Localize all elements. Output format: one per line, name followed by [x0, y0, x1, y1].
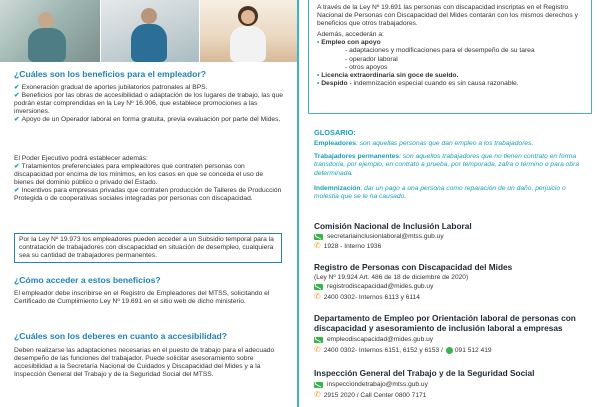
org-phone: ✆ 2400 0302- Internos 6113 y 6114	[314, 292, 420, 301]
org-email: registrodiscapacidad@mides.gub.uy	[314, 283, 433, 290]
check-icon: ✔	[14, 187, 20, 195]
mail-icon	[314, 337, 323, 343]
org-phone: ✆ 2915 2020 / Call Center 0800 7171	[314, 390, 427, 399]
photo-worker-3	[200, 0, 297, 62]
benefits-list	[14, 84, 284, 124]
whatsapp-icon	[446, 347, 453, 354]
org-email: inspecciondetrabajo@mtss.gub.uy	[314, 381, 428, 388]
org-title: Registro de Personas con Discapacidad del Mides	[314, 262, 513, 272]
benefit-item: ✔ Beneficios por las obras de accesibilidad o adaptación de los lugares de trabajo, las que podrán estar comprendidas en la Ley Nº 16.906, que establece promociones a las inversiones.	[14, 92, 283, 116]
phone-icon: ✆	[314, 390, 321, 399]
poder-ejecutivo	[14, 155, 284, 204]
poder-item: ✔ Tratamientos preferenciales para empleadores que contraten personas con discapacidad por encima de los mínimos, en los casos en que se conceda el uso de bienes del dominio público o privado del Estado.	[14, 163, 264, 187]
check-icon: ✔	[14, 163, 20, 171]
org-title: Comisión Nacional de Inclusión Laboral	[314, 221, 472, 231]
benefit-item: ✔ Exoneración gradual de aportes jubilatorios patronales al BPS.	[14, 84, 208, 91]
check-icon: ✔	[14, 84, 20, 91]
phone-icon: ✆	[314, 292, 321, 301]
phone-icon: ✆	[314, 345, 321, 354]
access-title: ¿Cómo acceder a estos beneficios?	[14, 275, 161, 285]
right-column	[300, 0, 600, 407]
poder-intro: El Poder Ejecutivo podrá establecer además:	[14, 155, 148, 162]
org-email: empleodiscapacidad@mides.gub.uy	[314, 336, 433, 343]
org-phone: ✆ 2400 0302- Internos 6151, 6152 y 6153 / 091 512 419	[314, 345, 492, 354]
photo-worker-2	[101, 0, 199, 62]
glossary-entry: Trabajadores permanentes: son aquellos trabajadores que no tienen contrato en forma transitoria, por ejemplo, en contrato a prueba, por temporada, zafra o término o para obra determinada.	[314, 153, 580, 177]
mail-icon	[314, 284, 323, 290]
despido-item: • Despido - indemnización especial cuando es sin causa razonable.	[317, 79, 519, 87]
glossary-title: GLOSARIO:	[314, 128, 356, 137]
poder-item: ✔ Incentivos para empresas privadas que contraten producción de Talleres de Producción Protegida o de cooperativas sociales integradas por personas con discapacidad.	[14, 187, 282, 203]
org-title: Departamento de Empleo por Orientación laboral de personas con discapacidad y asesoramiento de inclusión laboral a empresas	[314, 313, 576, 333]
subsidy-box: Por la Ley Nº 19.973 los empleadores pueden acceder a un Subsidio temporal para la contratación de trabajadores con discapacidad en situación de desempleo, cualquiera sea su cantidad de trabajadores permanentes.	[14, 233, 282, 263]
benefits-title: ¿Cuáles son los beneficios para el empleador?	[14, 69, 206, 79]
benefit-item: ✔ Apoyo de un Operador laboral en forma gratuita, previa evaluación por parte del Mides.	[14, 116, 281, 124]
law-intro: A través de la Ley Nº 19.691 las personas con discapacidad inscriptas en el Registro Nacional de Personas con Discapacidad del Mides contarán con los mismos derechos y beneficios que otros trabajadores.	[317, 4, 578, 28]
check-icon: ✔	[14, 116, 20, 124]
photo-strip	[0, 0, 297, 62]
org-email: secretariainclusionlaboral@mtss.gub.uy	[314, 233, 444, 240]
glossary-entry: Empleadores: son aquellas personas que dan empleo a los trabajadores.	[314, 140, 534, 147]
law-box	[308, 0, 592, 114]
org-title: Inspección General del Trabajo y de la Seguridad Social	[314, 368, 535, 378]
phone-icon: ✆	[314, 241, 321, 250]
photo-worker-1	[0, 0, 100, 62]
duties-title: ¿Cuáles son los deberes en cuanto a accesibilidad?	[14, 331, 228, 341]
duties-text: Deben realizarse las adaptaciones necesarias en el puesto de trabajo para el adecuado desempeño de las funciones del trabajador. Puede solicitar asesoramiento sobre accesibilidad a la Secretaría Nacional de Cuidados y Discapacidad del Mides y a la Inspección General del Trabajo y de la Seguridad Social del MTSS.	[14, 347, 275, 379]
org-subtitle: (Ley Nº 19.924 Art. 486 de 18 de diciembre de 2020)	[314, 274, 469, 281]
access-text: El empleador debe inscribirse en el Registro de Empleadores del MTSS, solicitando el Certificado de Cumplimiento Ley Nº 19.691 en el sitio web de dicho ministerio.	[14, 290, 270, 306]
check-icon: ✔	[14, 92, 20, 100]
empleo-sub-item: - otros apoyos	[345, 63, 388, 71]
empleo-apoyo-item: • Empleo con apoyo	[317, 39, 381, 47]
empleo-sub-item: - operador laboral	[345, 55, 398, 63]
left-column	[0, 0, 297, 407]
licencia-item: • Licencia extraordinaria sin goce de sueldo.	[317, 71, 459, 79]
mail-icon	[314, 382, 323, 388]
mail-icon	[314, 234, 323, 240]
org-phone: ✆ 1928 - Interno 1936	[314, 241, 382, 250]
accederan-label: Además, accederán a:	[317, 31, 384, 39]
column-divider	[297, 0, 299, 407]
empleo-sub-item: - adaptaciones y modificaciones para el desempeño de su tarea	[345, 47, 535, 55]
glossary-entry: Indemnización: dar un pago a una persona como reparación de un daño, perjuicio o molestia que se le ha causado.	[314, 185, 566, 201]
